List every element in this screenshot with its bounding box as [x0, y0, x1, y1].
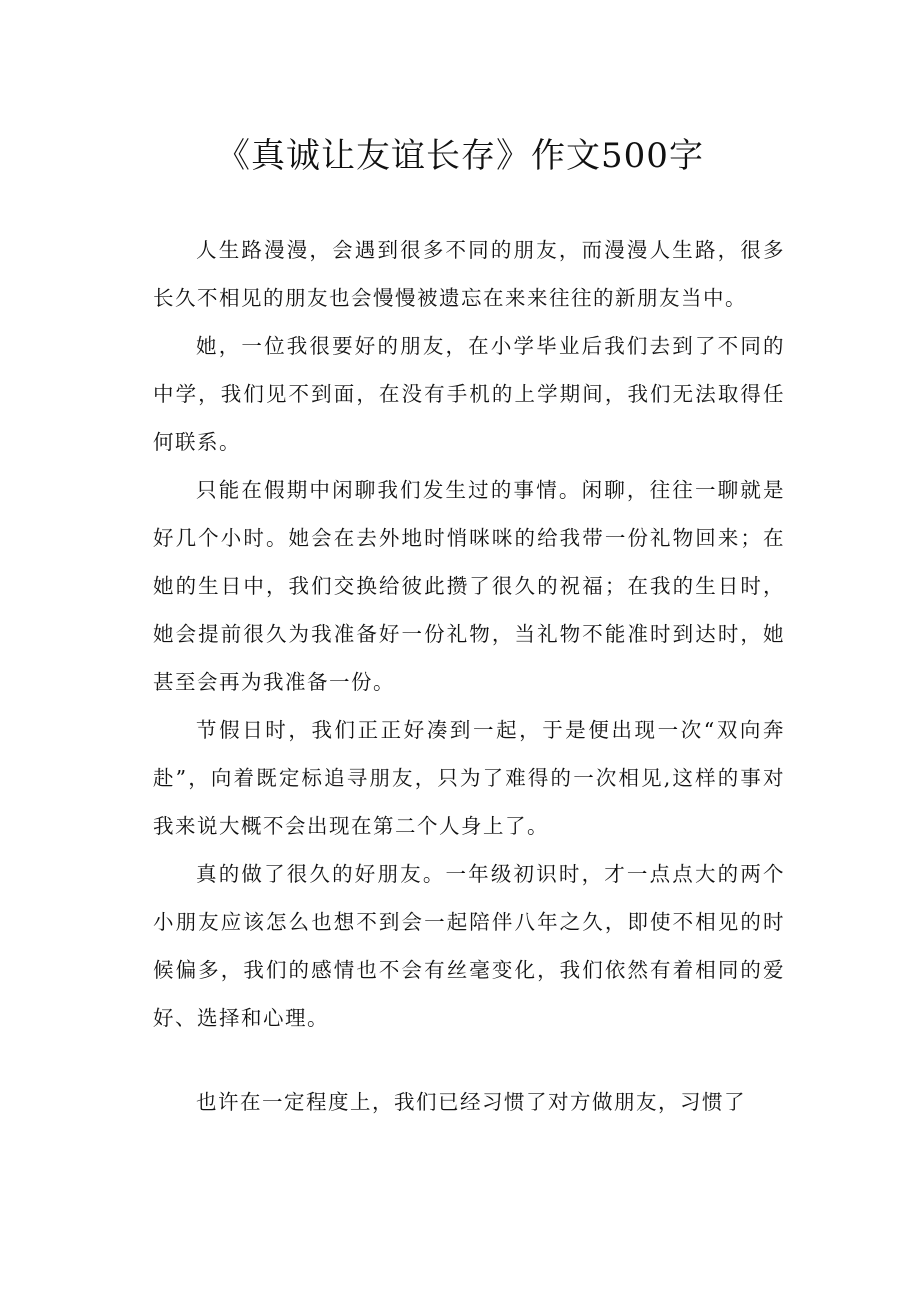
document-title: 《真诚让友谊长存》作文500字 [216, 136, 704, 176]
paragraph: 只能在假期中闲聊我们发生过的事情。闲聊，往往一聊就是好几个小时。她会在去外地时悄咪咪的给我带一份礼物回来；在她的生日中，我们交换给彼此攒了很久的祝福；在我的生日时，她会提前很久为我准备好一份礼物，当礼物不能准时到达时，她甚至会再为我准备一份。 [153, 478, 785, 694]
paragraph: 节假日时，我们正正好凑到一起，于是便出现一次“双向奔赴”，向着既定标追寻朋友，只为了难得的一次相见,这样的事对我来说大概不会出现在第二个人身上了。 [153, 718, 785, 838]
paragraph: 她，一位我很要好的朋友，在小学毕业后我们去到了不同的中学，我们见不到面，在没有手机的上学期间，我们无法取得任何联系。 [153, 334, 785, 454]
paragraph: 真的做了很久的好朋友。一年级初识时，才一点点大的两个小朋友应该怎么也想不到会一起陪伴八年之久，即使不相见的时候偏多，我们的感情也不会有丝毫变化，我们依然有着相同的爱好、选择和心理。 [153, 862, 785, 1030]
paragraph: 也许在一定程度上，我们已经习惯了对方做朋友，习惯了 [196, 1090, 747, 1114]
paragraph: 人生路漫漫，会遇到很多不同的朋友，而漫漫人生路，很多长久不相见的朋友也会慢慢被遗忘在来来往往的新朋友当中。 [153, 238, 785, 310]
document-body [153, 226, 785, 1126]
